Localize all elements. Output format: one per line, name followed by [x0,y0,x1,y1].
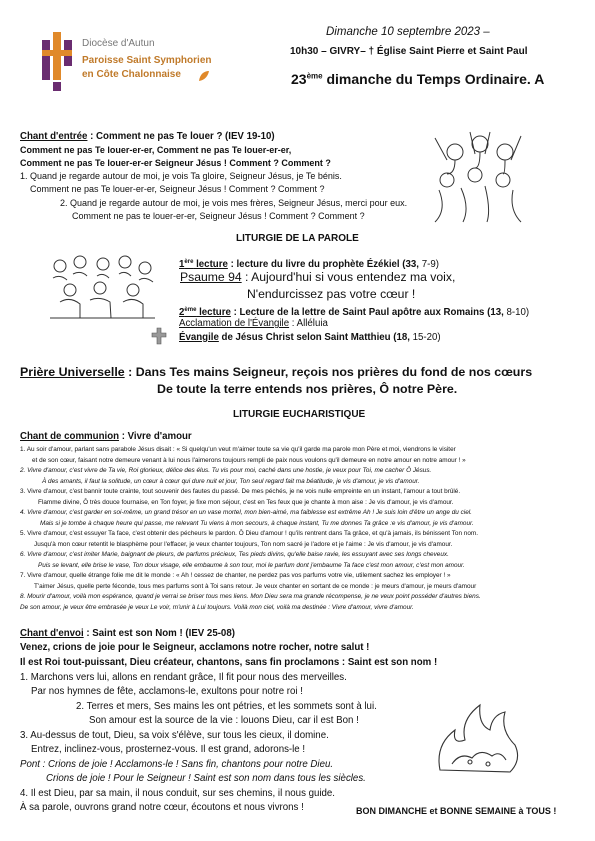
sending-verse-line: Par nos hymnes de fête, acclamons-le, exultons pour notre roi ! [31,686,303,697]
gospel-acclamation: Acclamation de l'Évangile : Alléluia [179,318,328,329]
sending-verse-line: 1. Marchons vers lui, allons en rendant grâce, Il fit pour nous des merveilles. [20,672,347,683]
universal-prayer-line1: Prière Universelle : Dans Tes mains Seigneur, reçois nos prières du fond de nos cœurs [20,365,533,379]
gathering-illustration [45,252,160,322]
sending-refrain-line2: Il est Roi tout-puissant, Dieu créateur, chantons, sans fin proclamons : Saint est son nom ! [20,657,438,668]
psalm-line2: N'endurcissez pas votre cœur ! [247,287,416,301]
communion-verses [20,445,580,613]
sending-verse-line: Entrez, inclinez-vous, prosternez-vous. Il est grand, adorons-le ! [31,744,306,755]
service-date: Dimanche 10 septembre 2023 – [326,26,490,38]
spirit-flame-illustration [430,700,525,780]
universal-prayer-line2: De toute la terre entends nos prières, Ô notre Père. [157,382,458,396]
service-location: 10h30 – GIVRY– † Église Saint Pierre et Saint Paul [290,46,528,57]
verse-line: Puis se levant, elle brise le vase, Ton doux visage, elle embaume à son tour, moi le parfum dont j'embaume Ta face c'est mon amour, c'est mon amour. [38,561,465,569]
eucharist-heading: LITURGIE EUCHARISTIQUE [233,409,366,420]
cross-logo-icon [36,30,76,92]
closing-wish: BON DIMANCHE et BONNE SEMAINE à TOUS ! [356,806,557,816]
entrance-verse-line: 1. Quand je regarde autour de moi, je vois Ta gloire, Seigneur Jésus, je Te bénis. [20,171,342,181]
verse-line: 1. Au soir d'amour, parlant sans parabole Jésus disait : « Si quelqu'un veut m'aimer toute sa vie qu'il garde ma parole mon Père et moi, viendrons le visiter [20,446,456,453]
parish-name-line2: en Côte Chalonnaise [82,69,181,80]
verse-line: 8. Mourir d'amour, voilà mon espérance, quand je verrai se briser tous mes liens. Mon Dieu sera ma grande récompense, je ne veux point posséder d'autres biens. [20,593,481,600]
diocese-name: Diocèse d'Autun [82,38,155,49]
entrance-refrain-line1: Comment ne pas Te louer-er-er, Comment ne pas Te louer-er-er, [20,145,292,155]
entrance-song-title: Chant d'entrée : Comment ne pas Te louer ? (IEV 19-10) [20,131,275,142]
sending-verse-line: 2. Terres et mers, Ses mains les ont pétries, et les sommets sont à lui. [76,701,377,712]
verse-line: T'aimer Jésus, quelle perte féconde, tous mes parfums sont à Toi sans retour. Je veux chanter en sortant de ce monde : je meurs d'amour, je meurs d'amour [34,582,477,590]
verse-line: 7. Vivre d'amour, quelle étrange folie me dit le monde : « Ah ! cessez de chanter, ne perdez pas vos parfums votre vie, utilement sachez les employer ! » [20,572,451,579]
communion-song-title: Chant de communion : Vivre d'amour [20,431,192,442]
first-reading: 1ère lecture : lecture du livre du prophète Ézékiel (33, 7-9) [179,259,439,271]
sending-verse-line: Son amour est la source de la vie : louons Dieu, car il est Bon ! [89,715,359,726]
parish-logo [36,30,211,100]
verse-line: À des amants, il faut la solitude, un cœur à cœur qui dure nuit et jour, Ton seul regard fait ma béatitude, je vis d'amour, je vis d'amour. [42,477,420,485]
praising-crowd-illustration [425,130,535,225]
entrance-verse-line: Comment ne pas Te louer-er-er, Seigneur Jésus ! Comment ? Comment ? [30,184,325,194]
sending-verse-line: 3. Au-dessus de tout, Dieu, sa voix s'élève, sur tous les cieux, il domine. [20,730,329,741]
second-reading: 2ème lecture : Lecture de la lettre de Saint Paul apôtre aux Romains (13, 8-10) [179,307,530,319]
verse-line: Flamme divine, Ô très douce fournaise, en Ton foyer, je fixe mon séjour, c'est en Tes feux que je chante à mon aise : Je vis d'amour, je vis d'amour. [38,498,454,506]
sending-bridge-line: Pont : Crions de joie ! Acclamons-le ! Sans fin, chantons pour notre Dieu. [20,759,334,770]
sending-refrain-line1: Venez, crions de joie pour le Seigneur, acclamons notre rocher, notre salut ! [20,642,370,653]
verse-line: Mais si je tombe à chaque heure qui passe, me relevant Tu viens à mon secours, à chaque instant, Tu me donnes Ta grâce :e vis d'amour, je vis d'amour. [40,519,474,527]
liturgical-sunday: 23ème dimanche du Temps Ordinaire. A [291,71,545,87]
verse-line: 4. Vivre d'amour, c'est garder en soi-même, un grand trésor en un vase mortel, mon bien-aimé, ma faiblesse est extrême Ah ! Je suis loin d'être un ange du ciel. [20,509,472,516]
verse-line: 2. Vivre d'amour, c'est vivre de Ta vie, Roi glorieux, délice des élus. Tu vis pour moi, caché dans une hostie, je veux pour Toi, me cacher Ô Jésus. [20,467,432,474]
verse-line: 5. Vivre d'amour, c'est essuyer Ta face, c'est obtenir des pécheurs le pardon. Ô Dieu d'amour ! qu'ils rentrent dans Ta grâce, et qu'à jamais, ils bénissent Ton nom. [20,530,478,537]
entrance-verse-line: 2. Quand je regarde autour de moi, je vois mes frères, Seigneur Jésus, merci pour eux. [60,198,408,208]
psalm-line1: Psaume 94 : Aujourd'hui si vous entendez ma voix, [180,270,456,284]
parish-name-line1: Paroisse Saint Symphorien [82,55,212,66]
sending-song-title: Chant d'envoi : Saint est son Nom ! (IEV 25-08) [20,628,235,639]
word-heading: LITURGIE DE LA PAROLE [236,233,359,244]
verse-line: 3. Vivre d'amour, c'est bannir toute crainte, tout souvenir des fautes du passé. De mes péchés, je ne vois nulle empreinte en un instant, l'amour a tout brûlé. [20,488,461,495]
entrance-verse-line: Comment ne pas te louer-er-er, Seigneur Jésus ! Comment ? Comment ? [72,211,365,221]
verse-line: 6. Vivre d'amour, c'est imiter Marie, baignant de pleurs, de parfums précieux, Tes pieds divins, qu'elle baise ravie, les essuyant avec ses longs cheveux. [20,551,449,558]
ornate-cross-icon [151,327,167,345]
leaf-icon [198,70,210,82]
sending-verse-line: À sa parole, ouvrons grand notre cœur, écoutons et nous vivrons ! [20,802,304,813]
entrance-refrain-line2: Comment ne pas Te louer-er-er Seigneur Jésus ! Comment ? Comment ? [20,158,331,168]
verse-line: et de son cœur, faisant notre demeure venant à lui nous l'aimerons toujours rempli de paix nous voulons qu'il demeure en notre amour en notre amour ! » [32,456,466,464]
verse-line: De son amour, je veux être embrasée je veux Le voir, m'unir à Lui toujours. Voilà mon ciel, voilà ma destinée : Vivre d'amour, vivre d'amour. [20,603,414,611]
verse-line: Jusqu'à mon cœur retentit le blasphème pour l'effacer, je veux chanter toujours, Ton nom sacré je l'adore et je l'aime : Je vis d'amour, je vis d'amour. [34,540,453,548]
sending-verse-line: 4. Il est Dieu, par sa main, il nous conduit, sur ses chemins, il nous guide. [20,788,335,799]
gospel-reading: Évangile de Jésus Christ selon Saint Matthieu (18, 15-20) [179,332,441,343]
sending-bridge-line: Crions de joie ! Pour le Seigneur ! Saint est son nom dans tous les siècles. [46,773,366,784]
